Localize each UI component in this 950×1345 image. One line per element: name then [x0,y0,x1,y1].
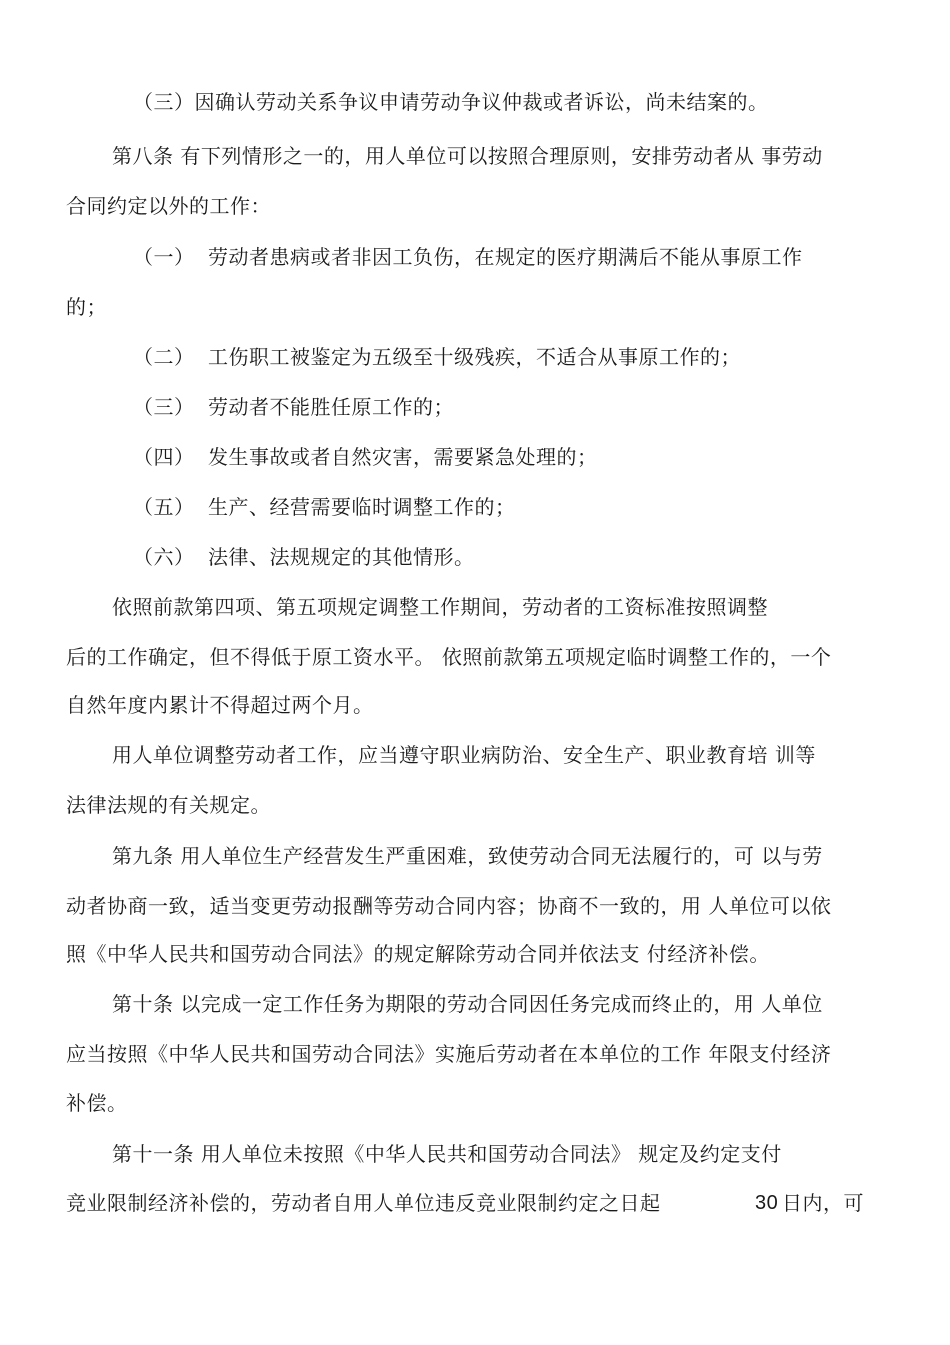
paragraph-line: （三）因确认劳动关系争议申请劳动争议仲裁或者诉讼，尚未结案的。 [133,90,769,114]
day-count-number: 30 [755,1192,779,1214]
article-10-line-3: 补偿。 [66,1091,128,1115]
item-5-marker: （五） [133,495,195,519]
paragraph-line: 后的工作确定，但不得低于原工资水平。 依照前款第五项规定临时调整工作的，一个 [66,645,832,669]
paragraph-line: 依照前款第四项、第五项规定调整工作期间，劳动者的工资标准按照调整 [112,595,768,619]
item-2-marker: （二） [133,345,195,369]
article-8-line-1: 第八条 有下列情形之一的，用人单位可以按照合理原则，安排劳动者从 事劳动 [112,144,823,168]
article-9-line-2: 动者协商一致，适当变更劳动报酬等劳动合同内容；协商不一致的，用 人单位可以依 [66,894,832,918]
item-4-text: 发生事故或者自然灾害，需要紧急处理的； [208,445,598,469]
item-6-text: 法律、法规规定的其他情形。 [208,545,475,569]
item-4-marker: （四） [133,445,195,469]
article-11-line-2: 竞业限制经济补偿的，劳动者自用人单位违反竞业限制约定之日起 [66,1191,661,1215]
article-10-line-2: 应当按照《中华人民共和国劳动合同法》实施后劳动者在本单位的工作 年限支付经济 [66,1042,832,1066]
paragraph-line: 法律法规的有关规定。 [66,793,271,817]
article-11-line-1: 第十一条 用人单位未按照《中华人民共和国劳动合同法》 规定及约定支付 [112,1142,782,1166]
article-9-line-1: 第九条 用人单位生产经营发生严重困难，致使劳动合同无法履行的，可 以与劳 [112,844,823,868]
item-2-text: 工伤职工被鉴定为五级至十级残疾，不适合从事原工作的； [208,345,741,369]
item-1-marker: （一） [133,245,195,269]
article-8-line-2: 合同约定以外的工作： [66,194,271,218]
paragraph-line: 用人单位调整劳动者工作，应当遵守职业病防治、安全生产、职业教育培 训等 [112,743,816,767]
article-10-line-1: 第十条 以完成一定工作任务为期限的劳动合同因任务完成而终止的，用 人单位 [112,992,823,1016]
item-1-text: 劳动者患病或者非因工负伤，在规定的医疗期满后不能从事原工作 [208,245,803,269]
item-6-marker: （六） [133,545,195,569]
article-11-line-2-end: 日内，可 [782,1191,864,1215]
item-5-text: 生产、经营需要临时调整工作的； [208,495,516,519]
item-3-text: 劳动者不能胜任原工作的； [208,395,454,419]
article-9-line-3: 照《中华人民共和国劳动合同法》的规定解除劳动合同并依法支 付经济补偿。 [66,942,770,966]
paragraph-line: 自然年度内累计不得超过两个月。 [66,693,374,717]
item-3-marker: （三） [133,395,195,419]
item-1-text-cont: 的； [66,295,107,319]
